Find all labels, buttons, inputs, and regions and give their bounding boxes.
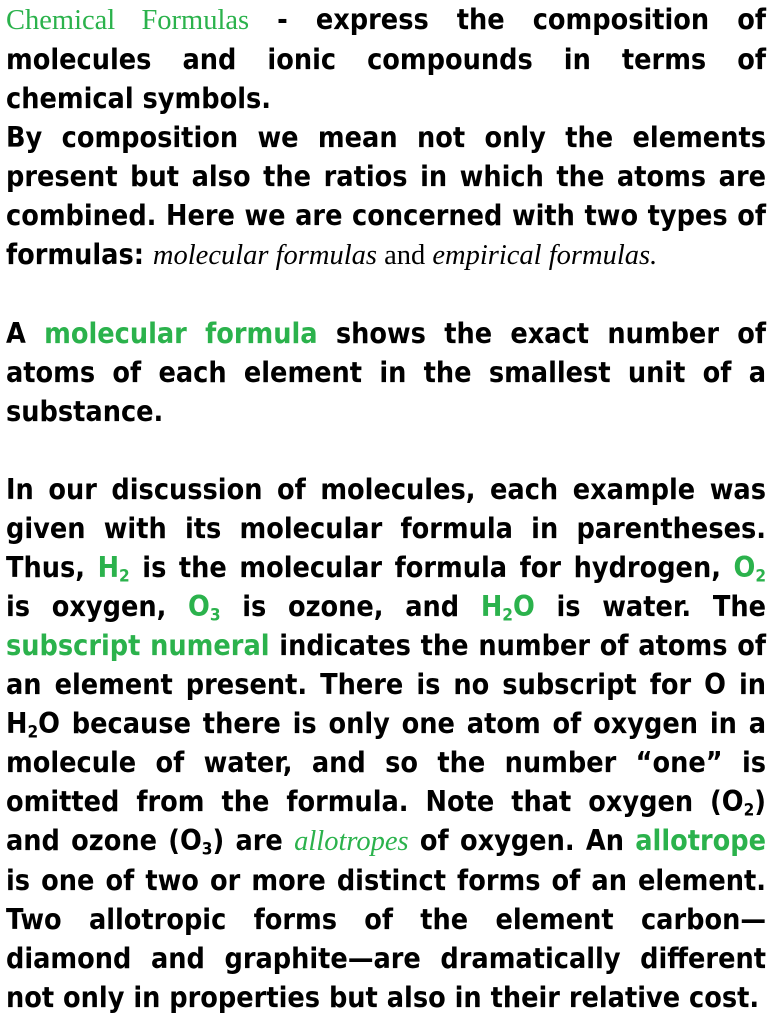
- subscript-2: 2: [502, 605, 513, 626]
- term-chemical-formulas: Chemical Formulas: [6, 5, 250, 36]
- term-molecular-formulas: molecular formulas: [152, 240, 377, 271]
- examples-text-8: ) and ozone (O: [6, 785, 766, 857]
- term-molecular-formula: molecular formula: [44, 317, 318, 350]
- paragraph-composition: [6, 118, 766, 275]
- formula-o2: [733, 551, 767, 587]
- symbol-h: H: [6, 707, 28, 740]
- paragraph-examples: [6, 470, 766, 1017]
- and-text: and: [376, 240, 433, 271]
- term-empirical-formulas: empirical formulas: [432, 240, 651, 271]
- spacer: [6, 431, 766, 470]
- subscript-2: 2: [743, 800, 755, 821]
- spacer: [6, 275, 766, 314]
- subscript-2: 2: [119, 566, 130, 587]
- subscript-3: 3: [209, 605, 221, 626]
- paragraph-definition: [6, 0, 766, 118]
- subscript-2: 2: [755, 566, 767, 587]
- examples-text-5: is water. The: [534, 590, 767, 623]
- molecular-formula-text: shows the exact number of atoms of each element in the smallest unit of a substance.: [6, 317, 767, 428]
- term-subscript-numeral: subscript numeral: [6, 629, 270, 662]
- subscript-2: 2: [27, 722, 39, 743]
- definition-text: - express the composition of molecules and ionic compounds in terms of chemical symbols.: [6, 3, 766, 115]
- examples-text-3: is oxygen,: [6, 590, 189, 623]
- examples-text-7: because there is only one atom of oxygen in a molecule of water, and so the number “one” is omitted from the formula. Note that oxygen (O: [6, 707, 766, 818]
- paragraph-molecular-formula: [6, 314, 766, 431]
- formula-o3: [188, 590, 221, 626]
- examples-text-10: of oxygen. An: [408, 824, 636, 857]
- symbol-h: H: [97, 551, 120, 584]
- examples-text-9: ) are: [212, 824, 295, 857]
- period: .: [650, 240, 658, 271]
- composition-text: By composition we mean not only the elements present but also the ratios in which the atoms are combined. Here we are concerned with two types of formulas:: [6, 121, 766, 271]
- symbol-o: O: [188, 590, 210, 623]
- article-a: A: [6, 317, 45, 350]
- symbol-o: O: [512, 590, 535, 623]
- subscript-3: 3: [201, 839, 213, 860]
- symbol-o: O: [38, 707, 60, 740]
- examples-text-1: In our discussion of molecules, each example was given with its molecular formula in parentheses. Thus,: [6, 473, 766, 584]
- formula-h2o-plain: [6, 707, 60, 743]
- symbol-o: O: [733, 551, 756, 584]
- examples-text-4: is ozone, and: [220, 590, 481, 623]
- examples-text-2: is the molecular formula for hydrogen,: [129, 551, 734, 584]
- formula-h2: [97, 551, 130, 587]
- term-allotropes: allotropes: [294, 826, 409, 857]
- symbol-h: H: [480, 590, 503, 623]
- formula-h2o: [480, 590, 535, 626]
- examples-text-6: indicates the number of atoms of an element present. There is no subscript for O in: [6, 629, 766, 701]
- term-allotrope: allotrope: [635, 824, 766, 857]
- examples-text-11: is one of two or more distinct forms of an element. Two allotropic forms of the element carbon—diamond and graphite—are dramatically different not only in properties but also in their relative cost.: [6, 864, 766, 1014]
